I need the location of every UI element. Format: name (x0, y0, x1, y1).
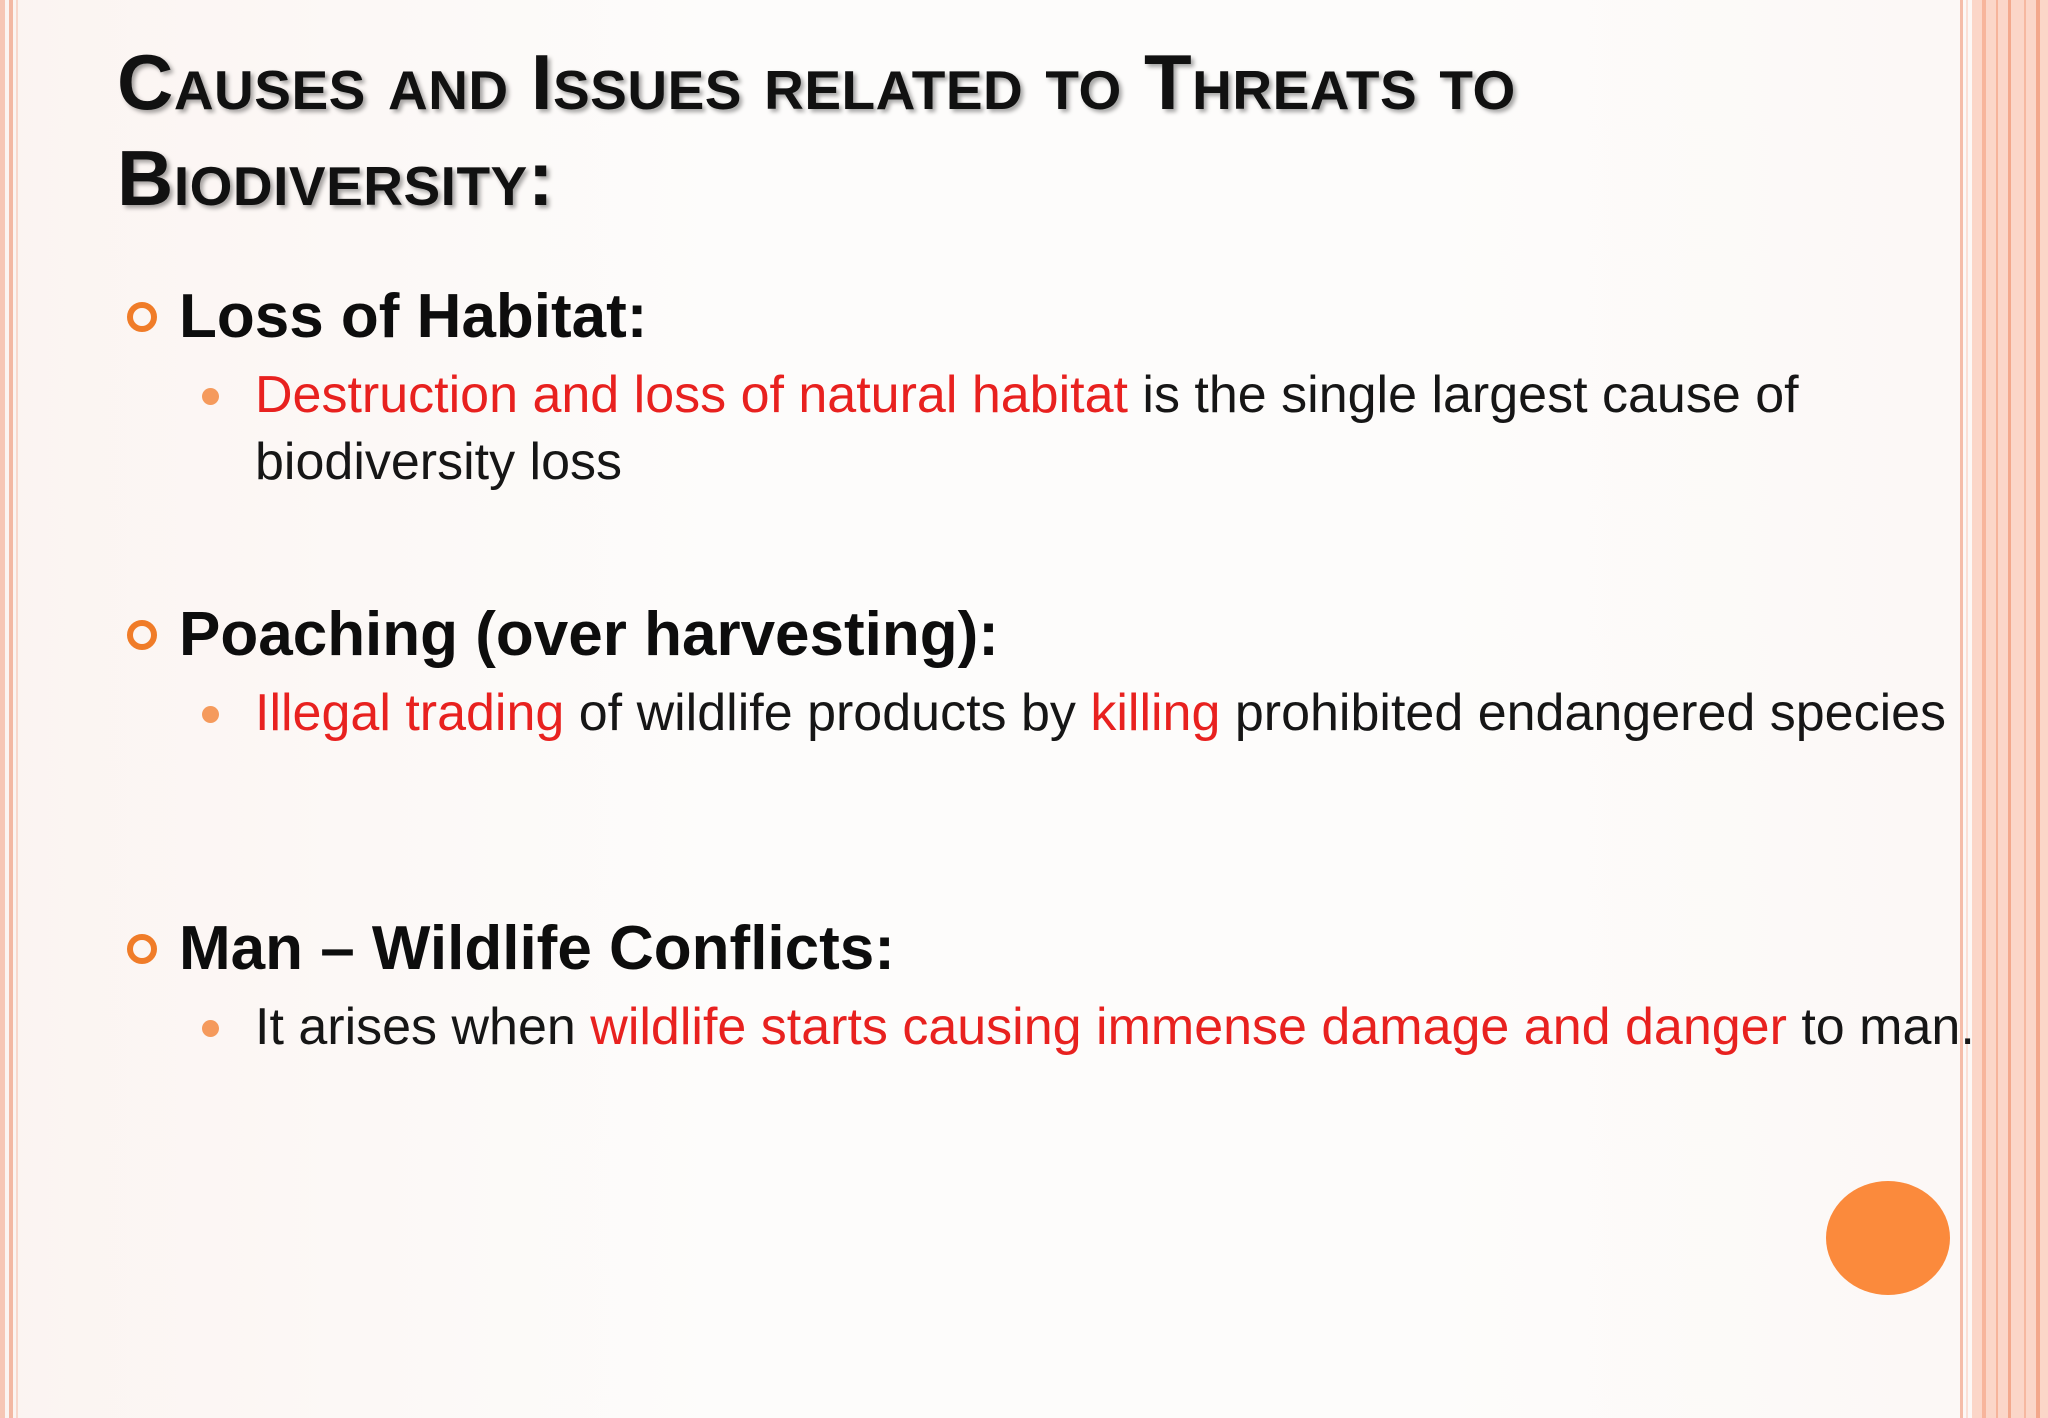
sub-bullet-row (127, 994, 1975, 1061)
bullet-section-man-wildlife-conflicts (127, 914, 1975, 1061)
ring-bullet-icon (127, 620, 157, 650)
highlighted-text: Illegal trading (255, 684, 565, 742)
highlighted-text: killing (1090, 684, 1221, 742)
dot-bullet-icon (202, 388, 219, 405)
section-heading-row (127, 282, 1907, 352)
section-heading: Man – Wildlife Conflicts: (179, 914, 895, 983)
highlighted-text: Destruction and loss of natural habitat (255, 366, 1128, 424)
ring-bullet-icon (127, 302, 157, 332)
left-stripe (16, 0, 18, 1418)
bullet-section-poaching (127, 600, 1947, 747)
sub-bullet-text (255, 362, 2015, 496)
left-stripe (9, 0, 13, 1418)
plain-text: to man. (1786, 998, 1975, 1056)
right-stripe (2024, 0, 2026, 1418)
plain-text: is the single largest cause of biodiversity loss (255, 366, 1799, 491)
left-stripe (0, 0, 5, 1418)
section-heading-row (127, 600, 1907, 670)
section-heading: Poaching (over harvesting): (179, 600, 999, 669)
plain-text: prohibited endangered species (1220, 684, 1947, 742)
dot-bullet-icon (202, 706, 219, 723)
sub-bullet-row (127, 362, 1907, 496)
section-heading: Loss of Habitat: (179, 282, 648, 351)
dot-bullet-icon (202, 1020, 219, 1037)
bullet-section-loss-of-habitat (127, 282, 1907, 496)
sub-bullet-text (255, 994, 2015, 1061)
right-stripe (2036, 0, 2040, 1418)
slide-title: Causes and Issues related to Threats to Biodiversity: (117, 38, 1516, 222)
decorative-circle (1826, 1181, 1950, 1295)
section-heading-row (127, 914, 1907, 984)
plain-text: It arises when (255, 998, 591, 1056)
sub-bullet-row (127, 680, 1947, 747)
highlighted-text: wildlife starts causing immense damage and danger (590, 998, 1787, 1056)
ring-bullet-icon (127, 934, 157, 964)
plain-text: of wildlife products by (564, 684, 1091, 742)
sub-bullet-text (255, 680, 2015, 747)
